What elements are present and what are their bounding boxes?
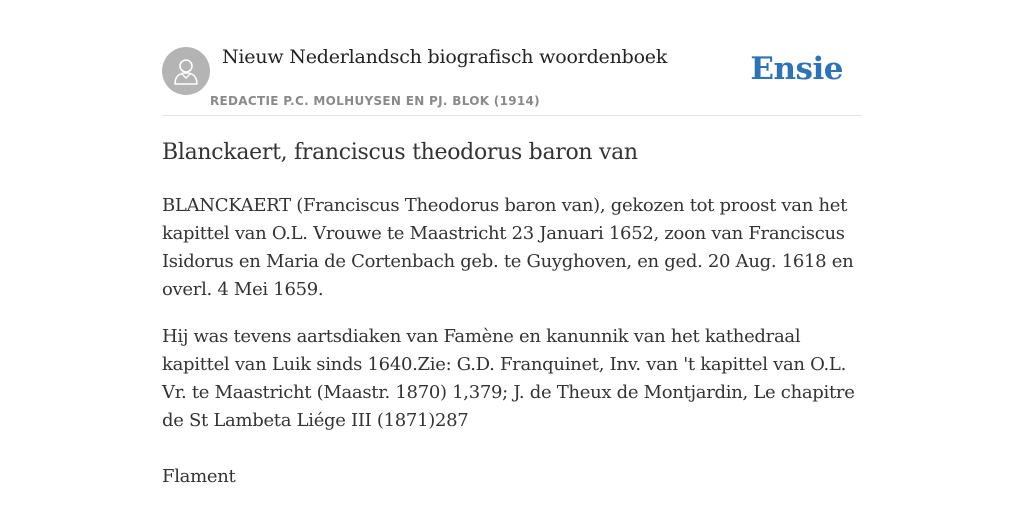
source-avatar[interactable] (162, 47, 210, 95)
article-title: Blanckaert, franciscus theodorus baron van (162, 140, 638, 165)
user-icon (172, 56, 200, 86)
source-title[interactable]: Nieuw Nederlandsch biografisch woordenboek (222, 46, 668, 68)
ensie-logo[interactable]: Ensie (750, 51, 843, 87)
article-author: Flament (162, 466, 236, 487)
article-paragraph-1: BLANCKAERT (Franciscus Theodorus baron van), gekozen tot proost van het kapittel van O.L. Vrouwe te Maastricht 23 Januari 1652, zoon van Franciscus Isidorus en Maria de Cortenbach geb. te Guyghoven, en ged. 20 Aug. 1618 en overl. 4 Mei 1659. (162, 195, 854, 300)
article-paragraph-2: Hij was tevens aartsdiaken van Famène en kanunnik van het kathedraal kapittel van Luik sinds 1640.Zie: G.D. Franquinet, Inv. van 't kapittel van O.L. Vr. te Maastricht (Maastr. 1870) 1,379; J. de Theux de Montjardin, Le chapitre de St Lambeta Liége III (1871)287 (162, 326, 855, 431)
source-header (162, 46, 862, 116)
source-subtitle: REDACTIE P.C. MOLHUYSEN EN PJ. BLOK (1914) (210, 94, 540, 108)
